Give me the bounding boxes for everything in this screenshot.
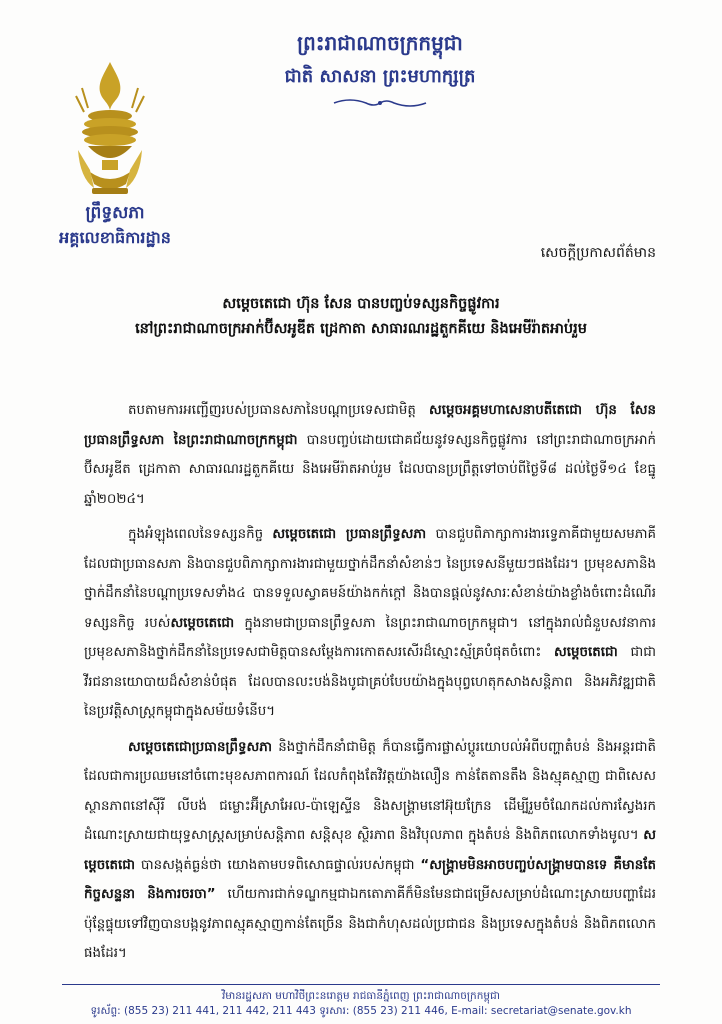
bold-run: សម្តេចតេជោប្រធានព្រឹទ្ធសភា [128,739,272,755]
headline-line-1: សម្តេចតេជោ ហ៊ុន សែន បានបញ្ចប់ទស្សនកិច្ចផ្លូវការ [222,296,500,312]
org-department: អគ្គលេខាធិការដ្ឋាន [59,228,171,247]
text-run: ក្នុងនាមជាប្រធានព្រឹទ្ធសភា នៃព្រះរាជាណាចក្រកម្ពុជា។ នៅក្នុងរាល់ជំនួបសវនាការ ប្រមុខសភានិងថ្នាក់ដឹកនាំនៃប្រទេសជាមិត្តបានសម្តែងការកោតសរសើរដ៏ស្មោះស្ម័គ្របំផុតចំពោះ [84,615,657,660]
text-run: បានបញ្ចប់ដោយជោគជ័យនូវទស្សនកិច្ចផ្លូវការ នៅព្រះរាជាណាចក្រអាក់ប៊ីសអូឌីត ដ្រេកាតា សាធារណរដ្ឋតួកគីយេ និងអេមីរ៉ាតអាប់រួម ដែលបានប្រព្រឹត្តទៅចាប់ពីថ្ងៃទី៨ ដល់ថ្ងៃទី១៤ ខែធ្នូ ឆ្នាំ២០២៤។ [84,432,656,507]
paragraph-1 [84,396,656,514]
bold-run: “សង្គ្រាមមិនអាចបញ្ចប់សង្គ្រាមបានទេ គឺមានតែកិច្ចសន្ទនា និងការចរចា” [84,857,656,902]
bold-run: សម្តេចអគ្គមហាសេនាបតីតេជោ ហ៊ុន សែន ប្រធានព្រឹទ្ធសភា នៃព្រះរាជាណាចក្រកម្ពុជា [84,403,656,448]
bold-run: សម្តេចតេជោ [84,828,656,873]
footer-divider [62,984,660,985]
footer-address: វិមានរដ្ឋសភា មហាវិថីព្រះនរោត្តម រាជធានីភ្នំពេញ ព្រះរាជាណាចក្រកម្ពុជា [221,990,501,1002]
body-text [84,396,656,969]
document-type: សេចក្តីប្រកាសព័ត៌មាន [540,245,656,261]
text-run: ជាជាវីរជនានយោបាយដ៏សំខាន់បំផុត ដែលបានលះបង់និងបូជាគ្រប់បែបយ៉ាងក្នុងបុព្វហេតុកសាងសន្តិភាព និងអភិវឌ្ឍជាតិ នៃប្រវត្តិសាស្ត្រកម្ពុជាក្នុងសម័យទំនើប។ [84,645,656,719]
paragraph-3 [84,733,656,969]
text-run: បានជួបពិភាក្សាការងារទ្វេភាគីជាមួយសមភាគីដែលជាប្រធានសភា និងបានជួបពិភាក្សាការងារជាមួយថ្នាក់ដឹកនាំសំខាន់ៗ នៃប្រទេសនីមួយៗផងដែរ។ ប្រមុខសភានិងថ្នាក់ដឹកនាំនៃបណ្តាប្រទេសទាំង៤ បានទទួលស្វាគមន៍យ៉ាងកក់ក្តៅ និងបានផ្តល់នូវសារៈសំខាន់យ៉ាងខ្លាំងចំពោះដំណើរទស្សនកិច្ច របស់ [84,527,657,631]
paragraph-2 [84,520,656,727]
text-run: និងថ្នាក់ដឹកនាំជាមិត្ត ក៏បានធ្វើការផ្លាស់ប្តូរយោបល់អំពីបញ្ហាតំបន់ និងអន្តរជាតិ ដែលជាការប្រឈមនៅចំពោះមុខសភាពការណ៍ ដែលកំពុងតែវិវត្តយ៉ាងលឿន កាន់តែតានតឹង និងស្មុគស្មាញ ជាពិសេសស្ថានភាពនៅស៊ីរី លីបង់ ជម្លោះអ៊ីស្រាអែល-ប៉ាឡេស្ទីន និងសង្គ្រាមនៅអ៊ុយក្រែន ដើម្បីរួមចំណែកដល់ការស្វែងរកដំណោះស្រាយជាយុទ្ធសាស្ត្រសម្រាប់សន្តិភាព សន្តិសុខ ស្ថិរភាព និងវិបុលភាព ក្នុងតំបន់ និងពិភពលោកទាំងមូល។ [84,739,656,843]
bold-run: សម្តេចតេជោ [170,615,235,631]
kingdom-title: ព្រះរាជាណាចក្រកម្ពុជា [297,31,463,55]
kingdom-motto: ជាតិ សាសនា ព្រះមហាក្សត្រ [284,66,476,87]
bold-run: សម្តេចតេជោ ប្រធានព្រឹទ្ធសភា [272,527,427,542]
text-run: បានសង្កត់ធ្ងន់ថា យោងតាមបទពិសោធផ្ទាល់របស់កម្ពុជា [135,857,421,873]
text-run: តបតាមការអញ្ជើញរបស់ប្រធានសភានៃបណ្តាប្រទេសជាមិត្ត [128,403,430,418]
text-run: ហើយការជាក់ទណ្ឌកម្មជាឯកតោភាគីក៏មិនមែនជាជម្រើសសម្រាប់ដំណោះស្រាយបញ្ហាដែរ ប៉ុន្តែផ្ទុយទៅវិញបានបង្កនូវភាពស្មុគស្មាញកាន់តែច្រើន និងជាកំហុសដល់ប្រជាជន និងប្រទេសក្នុងតំបន់ និងពិភពលោកផងដែរ។ [84,887,656,961]
footer-contact: ទូរស័ព្ទ: (855 23) 211 441, 211 442, 211 443 ទូរសារ: (855 23) 211 446, E-mail: secretariat@senate.gov.kh [90,1005,632,1017]
headline-line-2: នៅព្រះរាជាណាចក្រអាក់ប៊ីសអូឌីត ដ្រេកាតា សាធារណរដ្ឋតួកគីយេ និងអេមីរ៉ាតអាប់រួម [135,321,587,337]
ornament-divider-icon [330,97,430,109]
bold-run: សម្តេចតេជោ [553,645,618,660]
org-name: ព្រឹទ្ធសភា [85,203,145,223]
text-run: ក្នុងអំឡុងពេលនៃទស្សនកិច្ច [128,527,273,542]
senate-emblem-icon [74,60,146,200]
